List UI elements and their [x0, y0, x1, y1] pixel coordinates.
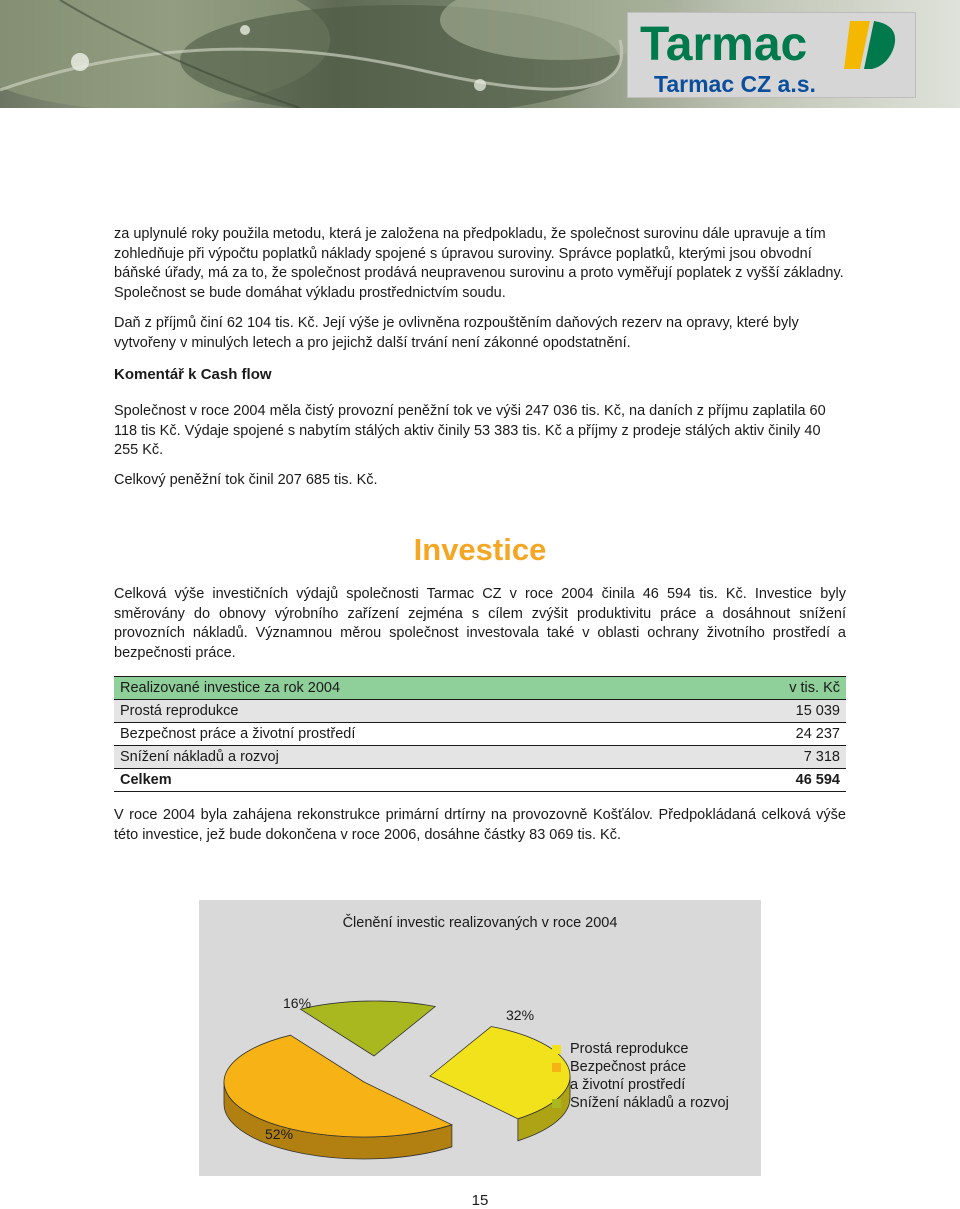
company-logo	[627, 12, 916, 98]
page-number: 15	[471, 1192, 489, 1209]
table-header-label: Realizované investice za rok 2004	[114, 677, 698, 700]
pie-slice	[300, 1001, 435, 1056]
legend-label: Bezpečnost práce	[570, 1059, 687, 1075]
legend-item	[552, 1058, 729, 1076]
cashflow-total: Celkový peněžní tok činil 207 685 tis. Kč.	[114, 472, 378, 488]
row-label: Bezpečnost práce a životní prostředí	[114, 723, 698, 746]
table-header-unit: v tis. Kč	[698, 677, 846, 700]
investice-heading: Investice	[413, 532, 547, 567]
pie-data-label: 16%	[283, 995, 312, 1011]
legend-item	[552, 1040, 729, 1058]
legend-swatch-orange	[552, 1063, 561, 1072]
table-row	[114, 700, 846, 723]
pie-data-label: 52%	[265, 1126, 294, 1142]
row-label: Snížení nákladů a rozvoj	[114, 746, 698, 769]
header-banner	[0, 0, 960, 108]
cashflow-paragraph: Společnost v roce 2004 měla čistý provozní peněžní tok ve výši 247 036 tis. Kč, na daních z příjmu zaplatila 60 118 tis Kč. Výdaje spojené s nabytím stálých aktiv činily 53 383 tis. Kč a příjmy z prodeje stálých aktiv činily 40 255 Kč.	[114, 403, 826, 458]
intro-paragraph: za uplynulé roky použila metodu, která je založena na předpokladu, že společnost surovinu dále upravuje a tím zohledňuje při výpočtu poplatků náklady spojené s úpravou suroviny. Správce poplatků, kterými jsou obvodní báňské úřady, má za to, že společnost prodává neupravenou surovinu a proto vyměřují poplatek z vyšší základny. Společnost se bude domáhat výkladu prostřednictvím soudu.	[114, 226, 844, 301]
row-label: Prostá reprodukce	[114, 700, 698, 723]
legend-swatch-green	[552, 1099, 561, 1108]
pie-chart-svg	[199, 900, 761, 1176]
logo-mark-icon	[842, 17, 902, 72]
chart-legend	[552, 1040, 729, 1112]
total-label: Celkem	[114, 769, 698, 792]
table-total-row	[114, 769, 846, 792]
investment-table	[114, 676, 846, 792]
chart-title: Členění investic realizovaných v roce 2004	[342, 915, 618, 931]
legend-label: Prostá reprodukce	[570, 1041, 689, 1057]
legend-item	[552, 1094, 729, 1112]
pie-slice	[430, 1027, 570, 1119]
row-value: 7 318	[698, 746, 846, 769]
pie-data-label: 32%	[506, 1007, 535, 1023]
logo-wordmark: Tarmac	[640, 18, 808, 71]
legend-label: a životní prostředí	[570, 1077, 686, 1093]
logo-subtitle: Tarmac CZ a.s.	[654, 71, 816, 97]
table-row	[114, 723, 846, 746]
legend-item-continued	[552, 1076, 729, 1094]
row-value: 15 039	[698, 700, 846, 723]
after-table-paragraph: V roce 2004 byla zahájena rekonstrukce primární drtírny na provozovně Košťálov. Předpokládaná celková výše této investice, jež bude dokončena v roce 2006, dosáhne částky 83 069 tis. Kč.	[114, 807, 846, 843]
legend-label: Snížení nákladů a rozvoj	[570, 1095, 729, 1111]
cashflow-heading: Komentář k Cash flow	[114, 366, 272, 383]
table-row	[114, 746, 846, 769]
investment-pie-chart	[199, 900, 761, 1176]
investice-paragraph: Celková výše investičních výdajů společnosti Tarmac CZ v roce 2004 činila 46 594 tis. Kč. Investice byly směrovány do obnovy výrobního zařízení zejména s cílem zvýšit produktivitu práce a dosáhnout snížení provozních nákladů. Významnou měrou společnost investovala také v oblasti ochrany životního prostředí a bezpečnosti práce.	[114, 586, 846, 661]
row-value: 24 237	[698, 723, 846, 746]
total-value: 46 594	[698, 769, 846, 792]
tax-paragraph: Daň z příjmů činí 62 104 tis. Kč. Její výše je ovlivněna rozpouštěním daňových rezerv na opravy, které byly vytvořeny v minulých letech a pro jejichž další trvání není zákonné opodstatnění.	[114, 315, 799, 351]
table-header-row	[114, 677, 846, 700]
legend-swatch-yellow	[552, 1045, 561, 1054]
